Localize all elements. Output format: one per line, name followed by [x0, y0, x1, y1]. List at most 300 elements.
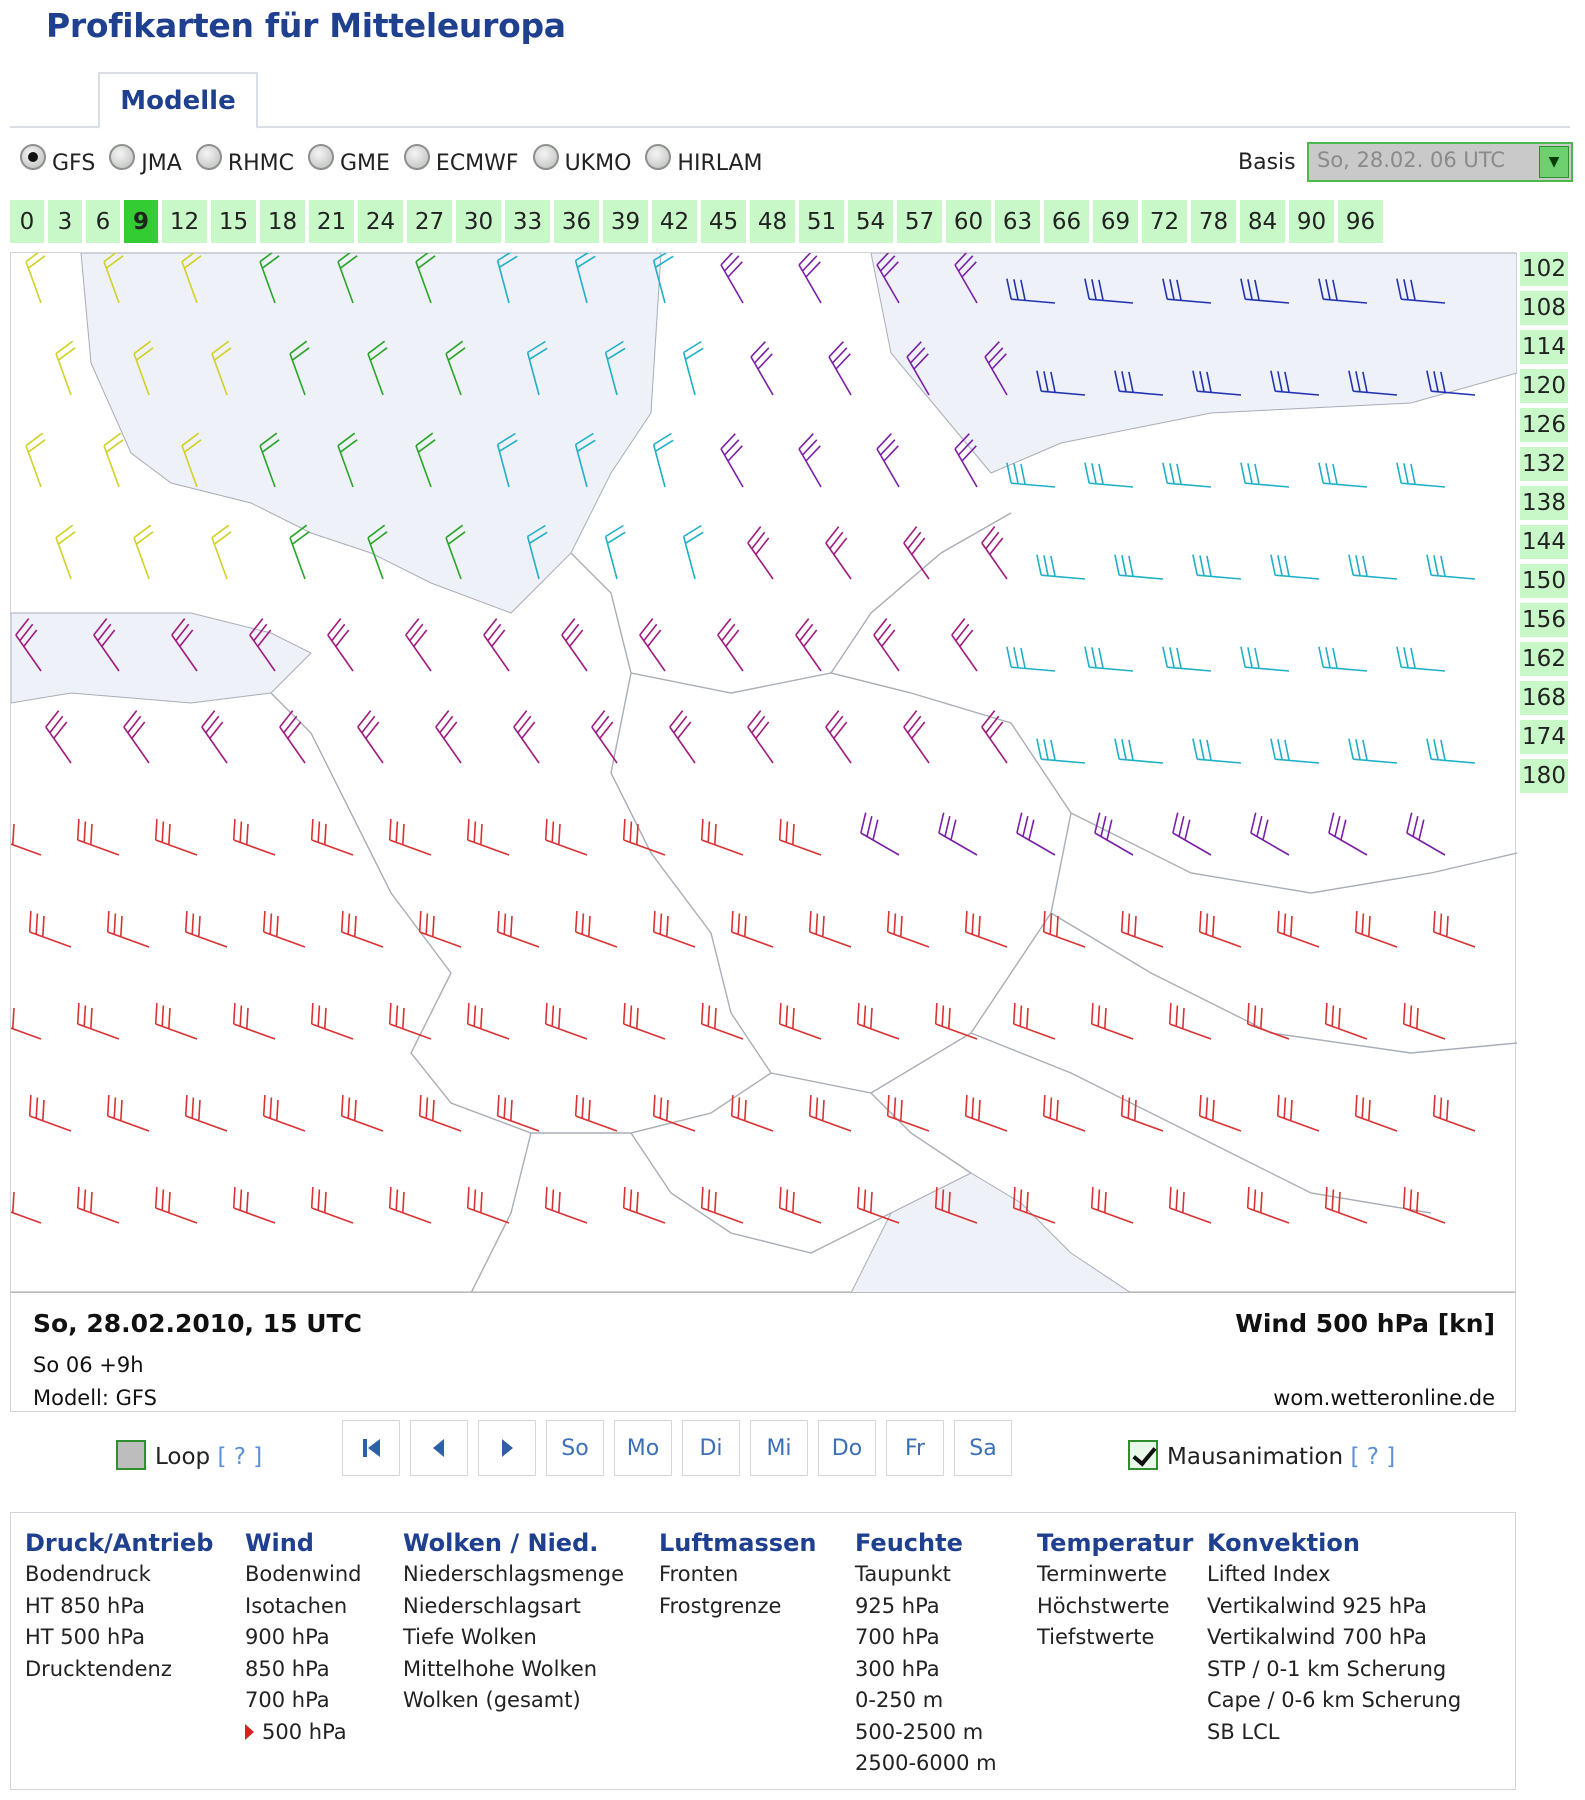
wind-barb-84 [640, 619, 665, 671]
map-type-menu [10, 1512, 1516, 1790]
hour-button-9[interactable]: 9 [124, 200, 158, 243]
wind-barb-134 [108, 911, 149, 947]
hour-button-45[interactable]: 45 [701, 200, 746, 243]
mausanimation-checkbox[interactable] [1128, 1440, 1158, 1470]
prev-icon [428, 1437, 450, 1459]
wind-barb-108 [1037, 739, 1085, 763]
wind-barb-153 [78, 1003, 119, 1039]
menu-item[interactable]: Vertikalwind 700 hPa [1207, 1625, 1427, 1649]
wind-barb-141 [654, 911, 695, 947]
wind-barb-97 [202, 711, 227, 763]
wind-barb-72 [1193, 555, 1241, 579]
menu-item-active[interactable]: 500 hPa [245, 1717, 361, 1749]
hour-button-150[interactable]: 150 [1520, 564, 1568, 598]
menu-item[interactable]: HT 500 hPa [25, 1625, 145, 1649]
wind-barb-196 [468, 1187, 509, 1223]
model-option-rhmc[interactable]: RHMC [196, 150, 294, 176]
radio-jma[interactable] [109, 144, 135, 170]
wind-barb-109 [1115, 739, 1163, 763]
wind-barb-126 [939, 813, 977, 855]
wind-barb-160 [624, 1003, 665, 1039]
wind-barb-49 [877, 434, 899, 487]
wind-barb-148 [1200, 911, 1241, 947]
wind-barb-54 [1241, 463, 1289, 487]
wind-barb-29 [829, 342, 851, 395]
wind-barb-167 [1170, 1003, 1211, 1039]
hour-button-60[interactable]: 60 [946, 200, 991, 243]
wind-barb-67 [826, 527, 851, 579]
wind-barb-110 [1193, 739, 1241, 763]
adriatic-sea-shape [851, 1173, 1131, 1293]
wind-barb-80 [328, 619, 353, 671]
menu-col-luftmassen [659, 1527, 816, 1622]
map-caption [10, 1292, 1516, 1412]
hour-button-174[interactable]: 174 [1520, 720, 1568, 754]
hour-button-36[interactable]: 36 [554, 200, 599, 243]
wind-barb-197 [546, 1187, 587, 1223]
wind-barb-120 [468, 819, 509, 855]
wind-barb-68 [904, 527, 929, 579]
hour-button-12[interactable]: 12 [162, 200, 207, 243]
wind-barb-48 [799, 434, 821, 487]
wind-barb-182 [888, 1095, 929, 1131]
menu-item[interactable]: Fronten [659, 1562, 739, 1586]
hour-button-30[interactable]: 30 [456, 200, 501, 243]
menu-item[interactable]: HT 850 hPa [25, 1593, 145, 1618]
menu-item[interactable]: Bodendruck [25, 1562, 151, 1586]
wind-barb-9 [721, 253, 743, 303]
menu-item[interactable]: 925 hPa [855, 1593, 940, 1618]
menu-item[interactable]: Vertikalwind 925 hPa [1207, 1593, 1427, 1618]
wind-barb-198 [624, 1187, 665, 1223]
wind-barb-135 [186, 911, 227, 947]
wind-barb-94 [1397, 647, 1445, 671]
next-icon [496, 1437, 518, 1459]
wind-barb-56 [1397, 463, 1445, 487]
wind-barb-184 [1044, 1095, 1085, 1131]
wind-barb-157 [390, 1003, 431, 1039]
wind-barb-74 [1349, 555, 1397, 579]
wind-barb-75 [1427, 555, 1475, 579]
map-run: So 06 +9h [33, 1353, 144, 1377]
hour-button-63[interactable]: 63 [995, 200, 1040, 243]
hour-button-144[interactable]: 144 [1520, 525, 1568, 559]
basis-select-value: So, 28.02. 06 UTC [1317, 148, 1506, 172]
hour-button-57[interactable]: 57 [897, 200, 942, 243]
hour-button-138[interactable]: 138 [1520, 486, 1568, 520]
wind-barb-165 [1014, 1003, 1055, 1039]
wind-barb-86 [796, 619, 821, 671]
menu-head-wolken: Wolken / Nied. [403, 1529, 599, 1557]
tab-modelle[interactable]: Modelle [98, 72, 258, 129]
wind-barb-46 [654, 434, 674, 488]
wind-barb-183 [966, 1095, 1007, 1131]
hour-button-48[interactable]: 48 [750, 200, 795, 243]
wind-barb-169 [1326, 1003, 1367, 1039]
wind-barb-52 [1085, 463, 1133, 487]
menu-item[interactable]: Wolken (gesamt) [403, 1688, 581, 1712]
wind-barb-115 [78, 819, 119, 855]
menu-item[interactable]: Tiefstwerte [1037, 1625, 1155, 1649]
menu-head-wind: Wind [245, 1529, 314, 1557]
hour-button-39[interactable]: 39 [603, 200, 648, 243]
wind-barb-158 [468, 1003, 509, 1039]
wind-barb-207 [1326, 1187, 1367, 1223]
wind-barb-83 [562, 619, 587, 671]
wind-barb-51 [1007, 463, 1055, 487]
wind-barb-155 [234, 1003, 275, 1039]
wind-barb-118 [312, 819, 353, 855]
wind-barb-190 [11, 1187, 41, 1223]
country-border-8 [1071, 813, 1517, 893]
wind-barb-144 [888, 911, 929, 947]
hour-button-96[interactable]: 96 [1338, 200, 1383, 243]
menu-item[interactable]: Frostgrenze [659, 1593, 782, 1618]
menu-item[interactable]: Höchstwerte [1037, 1593, 1170, 1618]
wind-barb-205 [1170, 1187, 1211, 1223]
hour-button-6[interactable]: 6 [86, 200, 120, 243]
first-icon [360, 1437, 382, 1459]
wind-barb-194 [312, 1187, 353, 1223]
wind-barb-95 [46, 711, 71, 763]
wind-barb-19 [56, 341, 75, 395]
wind-barb-96 [124, 711, 149, 763]
hour-button-120[interactable]: 120 [1520, 369, 1568, 403]
day-button-do[interactable]: Do [818, 1420, 876, 1476]
map-date: So, 28.02.2010, 15 UTC [33, 1309, 362, 1338]
wind-barb-55 [1319, 463, 1367, 487]
wind-barb-10 [799, 253, 821, 303]
hour-button-0[interactable]: 0 [10, 200, 44, 243]
hour-button-162[interactable]: 162 [1520, 642, 1568, 676]
wind-barb-156 [312, 1003, 353, 1039]
wind-barb-189 [1434, 1095, 1475, 1131]
radio-gme[interactable] [308, 144, 334, 170]
mausanimation-help-link[interactable]: [ ? ] [1350, 1444, 1396, 1470]
wind-barb-129 [1173, 813, 1211, 855]
wind-barb-103 [670, 711, 695, 763]
wind-barb-map [11, 253, 1517, 1293]
menu-col-wind [245, 1527, 361, 1748]
wind-barb-132 [1407, 813, 1445, 855]
hour-button-54[interactable]: 54 [848, 200, 893, 243]
loop-checkbox[interactable] [116, 1440, 146, 1470]
wind-barb-152 [11, 1003, 41, 1039]
radio-ukmo[interactable] [533, 144, 559, 170]
wind-barb-200 [780, 1187, 821, 1223]
hour-button-18[interactable]: 18 [260, 200, 305, 243]
wind-barb-138 [420, 911, 461, 947]
model-option-ukmo[interactable]: UKMO [533, 150, 632, 176]
menu-item[interactable]: SB LCL [1207, 1719, 1280, 1744]
wind-barb-47 [721, 434, 743, 487]
wind-barb-188 [1356, 1095, 1397, 1131]
wind-barb-64 [606, 526, 626, 580]
menu-head-feuchte: Feuchte [855, 1529, 963, 1557]
wind-barb-208 [1404, 1187, 1445, 1223]
hour-button-102[interactable]: 102 [1520, 252, 1568, 286]
day-button-fr[interactable]: Fr [886, 1420, 944, 1476]
wind-barb-119 [390, 819, 431, 855]
wind-barb-91 [1163, 647, 1211, 671]
wind-barb-113 [1427, 739, 1475, 763]
menu-item[interactable]: Drucktendenz [25, 1656, 172, 1681]
wind-barb-28 [751, 342, 773, 395]
menu-item[interactable]: 700 hPa [245, 1688, 330, 1712]
wind-barb-175 [342, 1095, 383, 1131]
menu-head-konvektion: Konvektion [1207, 1529, 1360, 1557]
mausanimation-label: Mausanimation [ ? ] [1167, 1444, 1396, 1470]
country-border-2 [631, 673, 1071, 913]
wind-barb-204 [1092, 1187, 1133, 1223]
wind-barb-73 [1271, 555, 1319, 579]
model-option-gme[interactable]: GME [308, 150, 390, 176]
wind-barb-104 [748, 711, 773, 763]
menu-head-temperatur: Temperatur [1037, 1529, 1194, 1557]
page-title: Profikarten für Mitteleuropa [46, 6, 566, 45]
wind-barb-60 [290, 525, 309, 579]
menu-item[interactable]: Lifted Index [1207, 1562, 1331, 1586]
wind-barb-38 [26, 433, 45, 487]
wind-barb-131 [1329, 813, 1367, 855]
hour-button-84[interactable]: 84 [1240, 200, 1285, 243]
wind-barb-180 [732, 1095, 773, 1131]
hour-button-15[interactable]: 15 [211, 200, 256, 243]
hour-button-24[interactable]: 24 [358, 200, 403, 243]
country-border-5 [411, 973, 771, 1133]
wind-barb-99 [358, 711, 383, 763]
wind-barb-112 [1349, 739, 1397, 763]
hour-button-168[interactable]: 168 [1520, 681, 1568, 715]
day-button-di[interactable]: Di [682, 1420, 740, 1476]
wind-barb-186 [1200, 1095, 1241, 1131]
wind-barb-58 [134, 525, 153, 579]
radio-rhmc[interactable] [196, 144, 222, 170]
hour-button-90[interactable]: 90 [1289, 200, 1334, 243]
radio-hirlam[interactable] [645, 144, 671, 170]
map-model: Modell: GFS [33, 1386, 157, 1410]
wind-barb-0 [26, 253, 45, 303]
wind-barb-187 [1278, 1095, 1319, 1131]
wind-barb-116 [156, 819, 197, 855]
hour-button-33[interactable]: 33 [505, 200, 550, 243]
wind-barb-65 [684, 526, 704, 580]
wind-barb-106 [904, 711, 929, 763]
menu-col-wolken [403, 1527, 624, 1717]
wind-barb-193 [234, 1187, 275, 1223]
wind-barb-133 [30, 911, 71, 947]
wind-barb-136 [264, 911, 305, 947]
hour-button-69[interactable]: 69 [1093, 200, 1138, 243]
hour-button-51[interactable]: 51 [799, 200, 844, 243]
wind-barb-181 [810, 1095, 851, 1131]
wind-barb-117 [234, 819, 275, 855]
wind-barb-85 [718, 619, 743, 671]
wind-barb-177 [498, 1095, 539, 1131]
hour-button-21[interactable]: 21 [309, 200, 354, 243]
wind-barb-98 [280, 711, 305, 763]
basis-label: Basis [1238, 150, 1296, 175]
wind-barb-87 [874, 619, 899, 671]
menu-head-luftmassen: Luftmassen [659, 1529, 817, 1557]
country-border-12 [631, 1133, 891, 1253]
loop-help-link[interactable]: [ ? ] [217, 1444, 263, 1470]
wind-barb-111 [1271, 739, 1319, 763]
menu-col-druck [25, 1527, 213, 1685]
hour-button-42[interactable]: 42 [652, 200, 697, 243]
country-border-10 [971, 1033, 1431, 1213]
menu-item[interactable]: 850 hPa [245, 1656, 330, 1681]
wind-barb-159 [546, 1003, 587, 1039]
wind-barb-150 [1356, 911, 1397, 947]
menu-item[interactable]: Niederschlagsart [403, 1593, 581, 1618]
hour-button-156[interactable]: 156 [1520, 603, 1568, 637]
hour-button-66[interactable]: 66 [1044, 200, 1089, 243]
wind-barb-69 [982, 527, 1007, 579]
radio-gfs[interactable] [20, 144, 46, 170]
weather-map[interactable] [10, 252, 1516, 1292]
wind-barb-100 [436, 711, 461, 763]
wind-barb-66 [748, 527, 773, 579]
wind-barb-123 [702, 819, 743, 855]
wind-barb-171 [30, 1095, 71, 1131]
forecast-hours-side [1520, 252, 1568, 798]
model-option-gfs[interactable]: GFS [20, 150, 95, 176]
menu-item[interactable]: 2500-6000 m [855, 1751, 997, 1775]
wind-barb-174 [264, 1095, 305, 1131]
hour-button-132[interactable]: 132 [1520, 447, 1568, 481]
wind-barb-145 [966, 911, 1007, 947]
menu-col-feuchte [855, 1527, 997, 1780]
wind-barb-114 [11, 819, 41, 855]
wind-barb-27 [684, 342, 704, 396]
wind-barb-176 [420, 1095, 461, 1131]
day-button-mo[interactable]: Mo [614, 1420, 672, 1476]
hour-button-180[interactable]: 180 [1520, 759, 1568, 793]
hour-button-114[interactable]: 114 [1520, 330, 1568, 364]
wind-barb-59 [212, 525, 231, 579]
wind-barb-162 [780, 1003, 821, 1039]
wind-barb-143 [810, 911, 851, 947]
wind-barb-192 [156, 1187, 197, 1223]
wind-barb-185 [1122, 1095, 1163, 1131]
hour-button-78[interactable]: 78 [1191, 200, 1236, 243]
basis-select[interactable] [1307, 142, 1573, 182]
wind-barb-90 [1085, 647, 1133, 671]
wind-barb-102 [592, 711, 617, 763]
menu-item[interactable]: Taupunkt [855, 1562, 951, 1586]
first-button[interactable] [342, 1420, 400, 1476]
menu-item[interactable]: 700 hPa [855, 1625, 940, 1649]
country-border-6 [271, 693, 451, 973]
wind-barb-82 [484, 619, 509, 671]
animation-controls [0, 1420, 1585, 1486]
north-sea-shape [81, 253, 661, 613]
model-selector [20, 146, 777, 180]
wind-barb-195 [390, 1187, 431, 1223]
wind-barb-88 [952, 619, 977, 671]
menu-col-konvektion [1207, 1527, 1461, 1748]
wind-barb-130 [1251, 813, 1289, 855]
loop-label: Loop [ ? ] [155, 1444, 263, 1470]
wind-barb-105 [826, 711, 851, 763]
wind-barb-121 [546, 819, 587, 855]
hour-button-108[interactable]: 108 [1520, 291, 1568, 325]
hour-button-27[interactable]: 27 [407, 200, 452, 243]
radio-ecmwf[interactable] [404, 144, 430, 170]
prev-button[interactable] [410, 1420, 468, 1476]
next-button[interactable] [478, 1420, 536, 1476]
hour-button-126[interactable]: 126 [1520, 408, 1568, 442]
wind-barb-151 [1434, 911, 1475, 947]
wind-barb-125 [861, 813, 899, 855]
day-button-mi[interactable]: Mi [750, 1420, 808, 1476]
wind-barb-178 [576, 1095, 617, 1131]
map-site: wom.wetteronline.de [1273, 1386, 1495, 1410]
hour-button-3[interactable]: 3 [48, 200, 82, 243]
wind-barb-71 [1115, 555, 1163, 579]
wind-barb-93 [1319, 647, 1367, 671]
wind-barb-170 [1404, 1003, 1445, 1039]
wind-barb-206 [1248, 1187, 1289, 1223]
wind-barb-53 [1163, 463, 1211, 487]
wind-barb-142 [732, 911, 773, 947]
menu-col-temperatur [1037, 1527, 1193, 1654]
chevron-down-icon[interactable]: ▼ [1539, 146, 1569, 178]
wind-barb-139 [498, 911, 539, 947]
wind-barb-57 [56, 525, 75, 579]
forecast-hours-top [10, 200, 1387, 243]
menu-item[interactable]: Bodenwind [245, 1562, 362, 1586]
wind-barb-122 [624, 819, 665, 855]
day-button-so[interactable]: So [546, 1420, 604, 1476]
menu-item[interactable]: 500-2500 m [855, 1719, 984, 1744]
menu-item[interactable]: Isotachen [245, 1593, 348, 1618]
hour-button-72[interactable]: 72 [1142, 200, 1187, 243]
menu-item[interactable]: 300 hPa [855, 1656, 940, 1681]
wind-barb-173 [186, 1095, 227, 1131]
menu-item[interactable]: STP / 0-1 km Scherung [1207, 1656, 1447, 1681]
model-option-hirlam[interactable]: HIRLAM [645, 150, 762, 176]
wind-barb-89 [1007, 647, 1055, 671]
model-option-jma[interactable]: JMA [109, 150, 182, 176]
menu-item[interactable]: Tiefe Wolken [403, 1625, 537, 1649]
wind-barb-124 [780, 819, 821, 855]
country-border-7 [871, 1093, 971, 1173]
map-parameter: Wind 500 hPa [kn] [1235, 1309, 1495, 1338]
wind-barb-127 [1017, 813, 1055, 855]
tab-bar [10, 72, 1570, 128]
country-border-3 [831, 513, 1011, 673]
menu-item[interactable]: Mittelhohe Wolken [403, 1656, 598, 1681]
menu-item[interactable]: 900 hPa [245, 1625, 330, 1649]
menu-item[interactable]: 0-250 m [855, 1688, 944, 1712]
day-button-sa[interactable]: Sa [954, 1420, 1012, 1476]
wind-barb-163 [858, 1003, 899, 1039]
wind-barb-137 [342, 911, 383, 947]
model-option-ecmwf[interactable]: ECMWF [404, 150, 519, 176]
menu-head-druck: Druck/Antrieb [25, 1529, 214, 1557]
country-border-1 [571, 553, 771, 1073]
menu-item[interactable]: Cape / 0-6 km Scherung [1207, 1688, 1462, 1712]
menu-item[interactable]: Niederschlagsmenge [403, 1562, 625, 1586]
wind-barb-166 [1092, 1003, 1133, 1039]
wind-barb-168 [1248, 1003, 1289, 1039]
wind-barb-172 [108, 1095, 149, 1131]
menu-item[interactable]: Terminwerte [1037, 1562, 1167, 1586]
wind-barb-149 [1278, 911, 1319, 947]
wind-barb-147 [1122, 911, 1163, 947]
